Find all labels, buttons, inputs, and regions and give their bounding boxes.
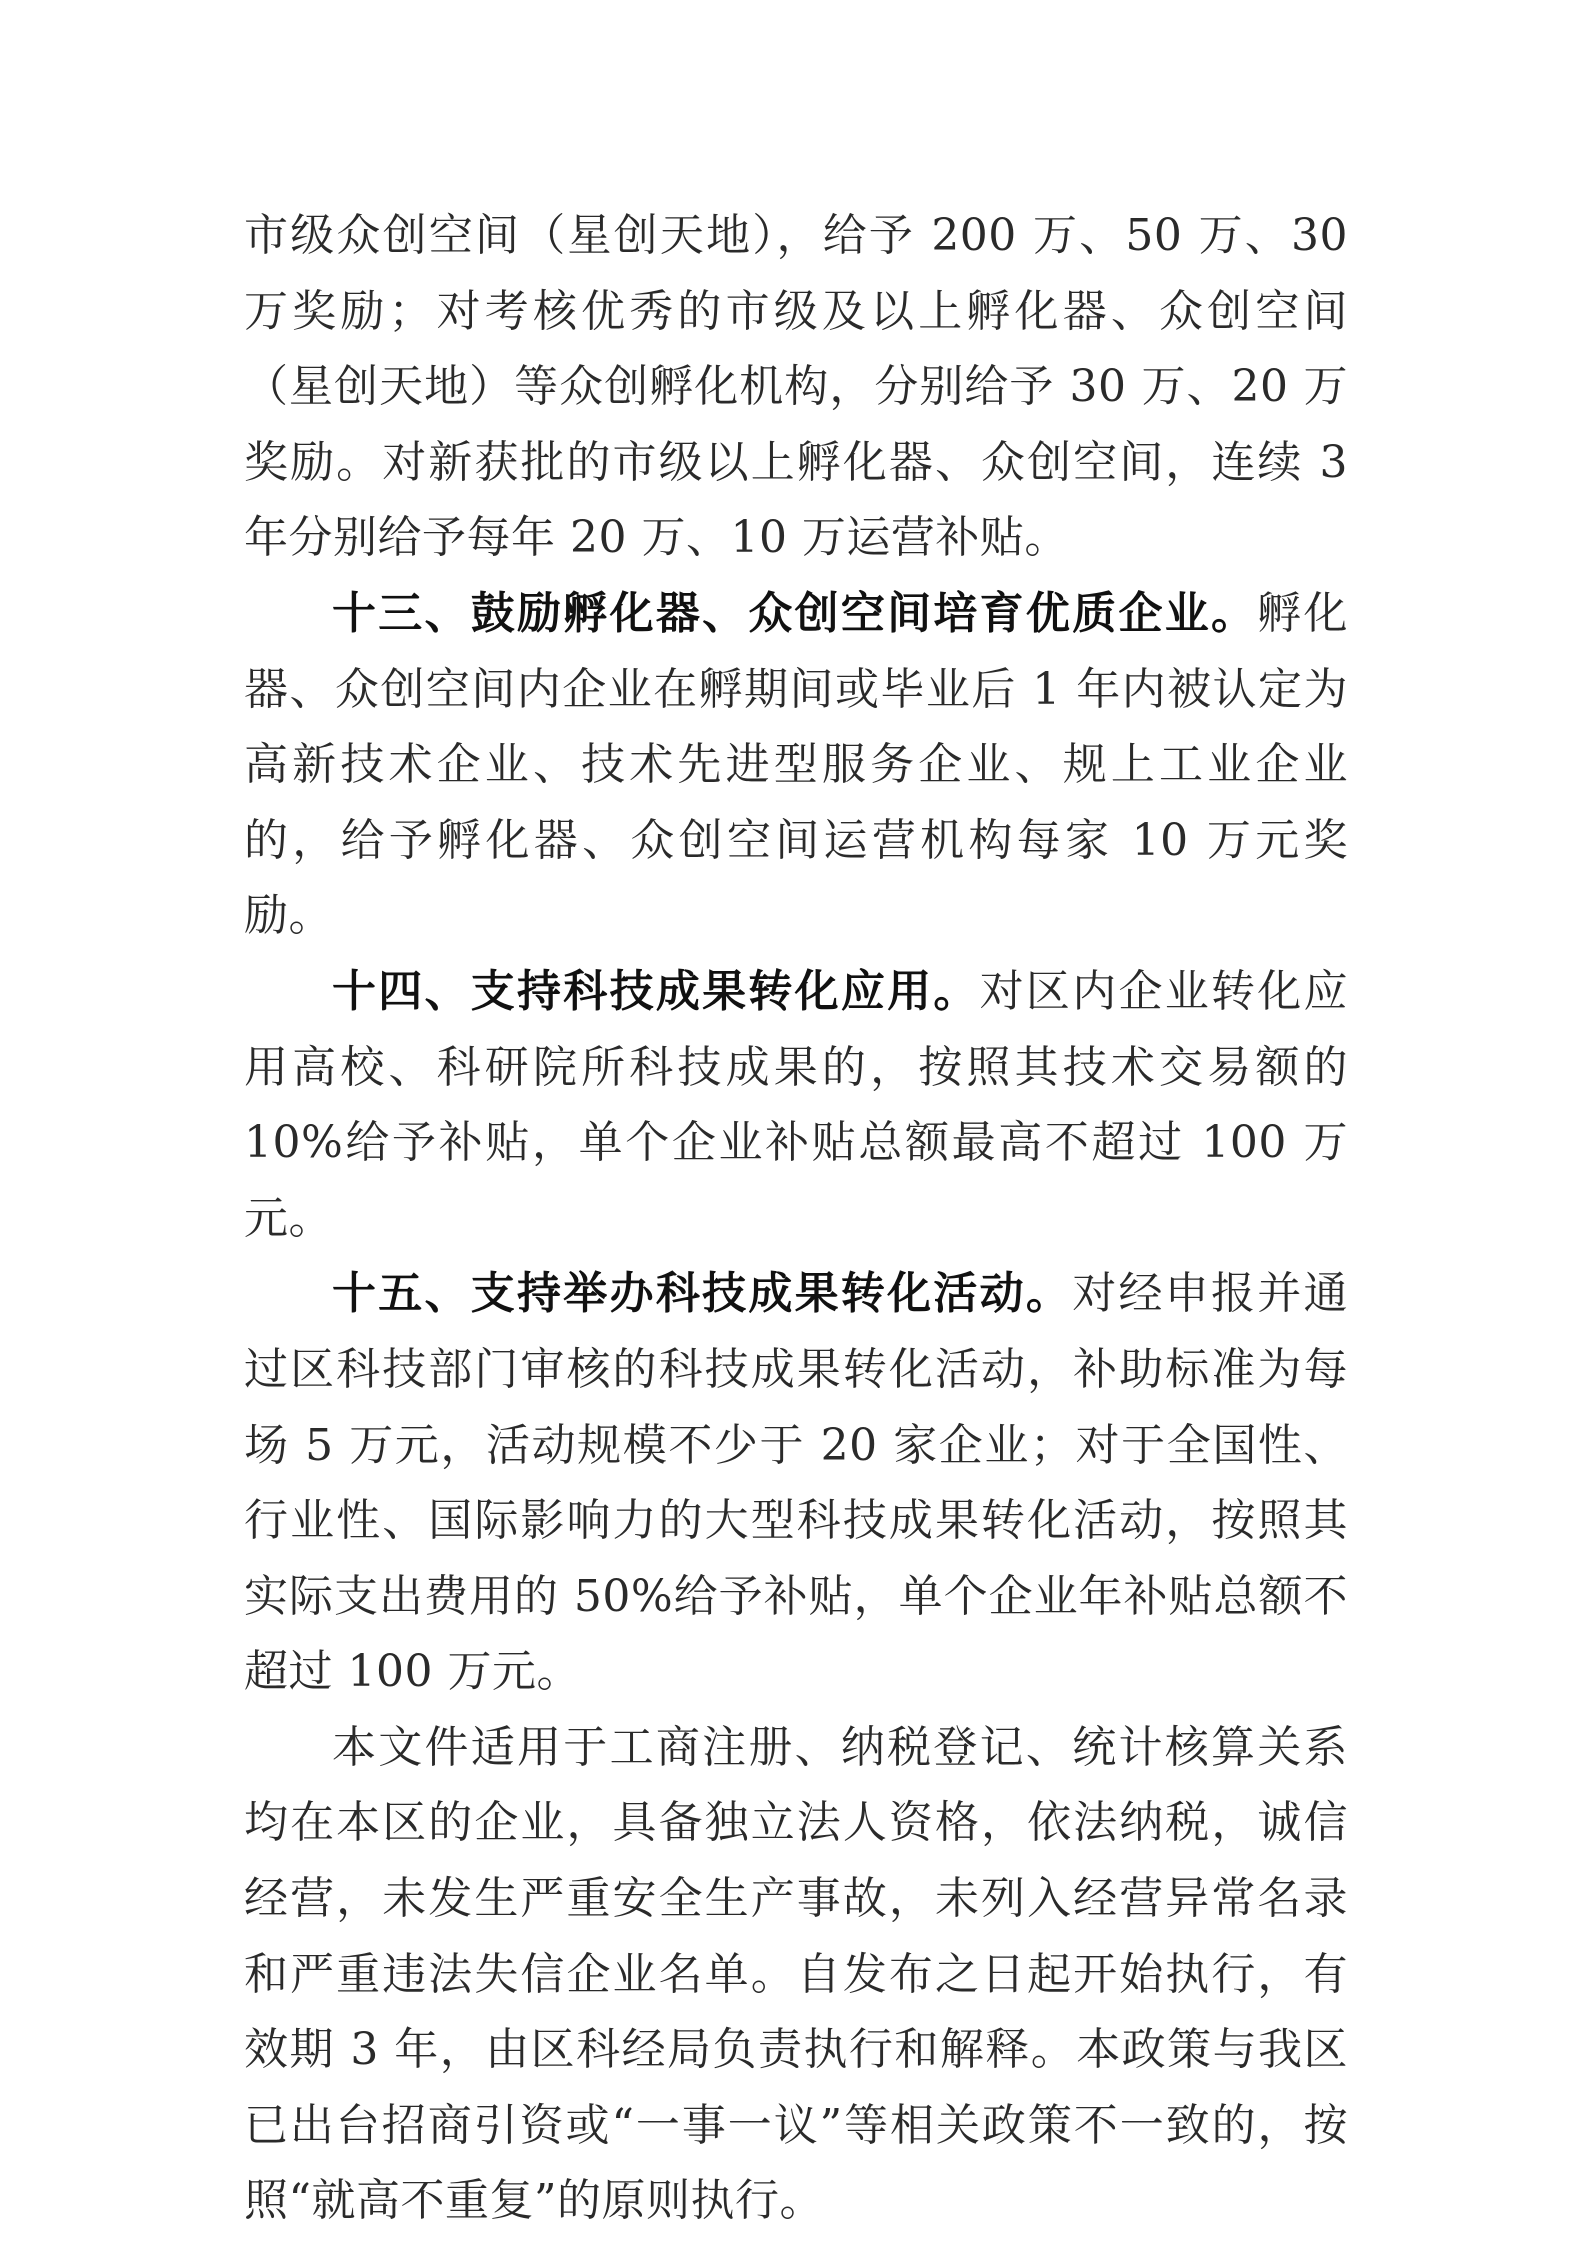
article-heading: 十四、支持科技成果转化应用。: [332, 965, 980, 1017]
paragraph-text: 市级众创空间（星创天地），给予 200 万、50 万、30 万奖励；对考核优秀的市级及以上孵化器、众创空间（星创天地）等众创孵化机构，分别给予 30 万、20 万奖励。对新获批的市级以上孵化器、众创空间，连续 3 年分别给予每年 20 万、10 万运营补贴。: [244, 210, 1348, 564]
paragraph-applicability: [244, 1710, 1348, 2239]
paragraph-article-13: [244, 576, 1348, 954]
paragraph-text: 孵化器、众创空间内企业在孵期间或毕业后 1 年内被认定为高新技术企业、技术先进型服务企业、规上工业企业的，给予孵化器、众创空间运营机构每家 10 万元奖励。: [244, 587, 1349, 942]
paragraph-continuation: [244, 198, 1348, 576]
paragraph-text: 对区内企业转化应用高校、科研院所科技成果的，按照其技术交易额的 10%给予补贴，单个企业补贴总额最高不超过 100 万元。: [244, 965, 1349, 1244]
paragraph-text: 对经申报并通过区科技部门审核的科技成果转化活动，补助标准为每场 5 万元，活动规模不少于 20 家企业；对于全国性、行业性、国际影响力的大型科技成果转化活动，按照其实际支出费用的 50%给予补贴，单个企业年补贴总额不超过 100 万元。: [244, 1268, 1349, 1698]
paragraph-article-15: [244, 1256, 1348, 1710]
document-body: [244, 198, 1348, 2239]
paragraph-text: 本文件适用于工商注册、纳税登记、统计核算关系均在本区的企业，具备独立法人资格，依法纳税，诚信经营，未发生严重安全生产事故，未列入经营异常名录和严重违法失信企业名单。自发布之日起开始执行，有效期 3 年，由区科经局负责执行和解释。本政策与我区已出台招商引资或“一事一议”等相关政策不一致的，按照“就高不重复”的原则执行。: [244, 1721, 1348, 2227]
article-heading: 十五、支持举办科技成果转化活动。: [332, 1268, 1073, 1320]
paragraph-article-14: [244, 954, 1348, 1256]
article-heading: 十三、鼓励孵化器、众创空间培育优质企业。: [332, 587, 1258, 639]
